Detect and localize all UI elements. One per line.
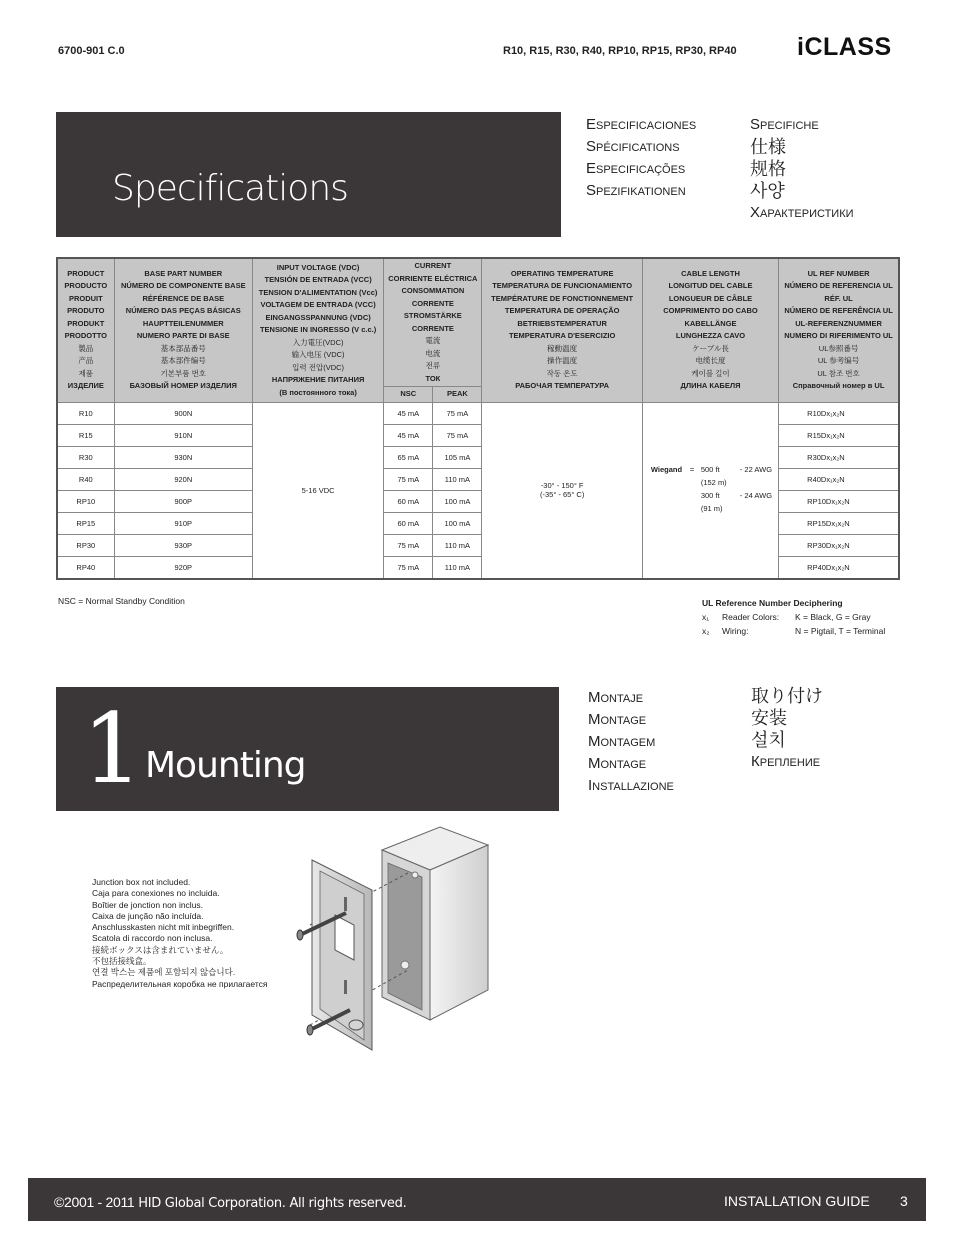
header-nsc: NSC <box>384 387 433 403</box>
header-line: 电流 <box>425 348 441 358</box>
footer-bar <box>28 1178 926 1221</box>
table-cell: R15 <box>57 424 114 446</box>
header-line: CORRENTE <box>411 298 454 308</box>
translation: 安装 <box>751 708 787 728</box>
header-line: (В постоянного тока) <box>279 387 357 397</box>
header-line: РАБОЧАЯ ТЕМПЕРАТУРА <box>515 381 610 391</box>
header-line: PRODUCT <box>67 268 105 278</box>
specifications-title: Specifications <box>112 168 348 209</box>
length-2: 300 ft <box>700 491 720 500</box>
header-line: NÚMERO DE REFERENCIA UL <box>784 281 893 291</box>
mounting-translations-2 <box>751 685 823 773</box>
table-cell: RP10Dx₁x₂N <box>779 490 899 512</box>
header-temperature <box>482 258 642 402</box>
header-line: CONSOMMATION <box>401 286 465 295</box>
header-line: НАПРЯЖЕНИЕ ПИТАНИЯ <box>271 375 365 384</box>
translation: Характеристики <box>750 204 854 221</box>
temp-c: (-35° - 65° C) <box>539 490 585 499</box>
header-line: ТОК <box>425 373 441 383</box>
header-line: 电缆长度 <box>695 356 726 366</box>
header-line: PRODUTO <box>67 306 105 316</box>
specifications-translations-1 <box>586 114 696 202</box>
wiegand-label: Wiegand <box>650 465 683 474</box>
table-cell: RP15Dx₁x₂N <box>779 512 899 534</box>
document-number: 6700-901 C.0 <box>58 45 125 57</box>
temp-f: -30° - 150° F <box>540 481 584 490</box>
table-cell: RP30Dx₁x₂N <box>779 534 899 556</box>
header-line: NÚMERO DE REFERÊNCIA UL <box>784 306 893 316</box>
header-ul-ref <box>779 258 899 402</box>
header-line: VOLTAGEM DE ENTRADA (VCC) <box>260 300 376 309</box>
table-row <box>57 402 899 424</box>
ul-deciphering <box>702 596 885 638</box>
header-line: Справочный номер в UL <box>792 381 885 391</box>
header-base-part <box>114 258 252 402</box>
header-line: TEMPERATURA D'ESERCIZIO <box>508 331 616 341</box>
table-cell: R10 <box>57 402 114 424</box>
table-cell: 105 mA <box>433 446 482 468</box>
x2-value: N = Pigtail, T = Terminal <box>795 626 886 636</box>
table-cell: 45 mA <box>384 424 433 446</box>
guide-label: INSTALLATION GUIDE <box>724 1193 870 1209</box>
translation: Montage <box>588 755 647 772</box>
mounting-banner <box>56 687 559 811</box>
translation: Крепление <box>751 753 821 770</box>
header-line: 产品 <box>78 356 94 366</box>
gauge-1: - 22 AWG <box>739 465 773 474</box>
table-cell: 900N <box>114 402 252 424</box>
table-cell: 75 mA <box>433 402 482 424</box>
translation: 설치 <box>751 730 786 750</box>
translation: 사양 <box>750 181 785 201</box>
table-cell: 910P <box>114 512 252 534</box>
header-line: CORRENTE <box>411 323 454 333</box>
header-line: NÚMERO DAS PEÇAS BÁSICAS <box>125 306 241 316</box>
header-line: 기본부품 번호 <box>160 368 207 378</box>
translation: Spezifikationen <box>586 182 686 199</box>
step-number: 1 <box>82 693 144 805</box>
header-line: TEMPÉRATURE DE FONCTIONNEMENT <box>491 293 634 303</box>
translation: 规格 <box>750 159 786 179</box>
table-cell: 110 mA <box>433 556 482 579</box>
temperature-cell <box>482 402 642 579</box>
header-line: LONGITUD DEL CABLE <box>668 281 753 291</box>
header-line: 基本部品番号 <box>160 343 206 353</box>
note-line: 不包括接线盒。 <box>92 956 152 967</box>
header-line: 基本部件编号 <box>160 356 206 366</box>
translation: Montagem <box>588 733 656 750</box>
header-line: TEMPERATURA DE FUNCIONAMIENTO <box>492 281 633 291</box>
table-cell: RP40Dx₁x₂N <box>779 556 899 579</box>
header-line: PRODOTTO <box>64 331 107 341</box>
header-line: RÉF. UL <box>824 293 853 303</box>
header-line: CURRENT <box>414 261 452 270</box>
header-cable-length <box>642 258 778 402</box>
header-line: 稼動温度 <box>547 343 578 353</box>
header-product <box>57 258 114 402</box>
header-line: TENSIÓN DE ENTRADA (VCC) <box>264 275 372 284</box>
header-peak: PEAK <box>433 387 482 403</box>
table-cell: RP40 <box>57 556 114 579</box>
header-current <box>384 258 482 387</box>
table-cell: 900P <box>114 490 252 512</box>
model-list: R10, R15, R30, R40, RP10, RP15, RP30, RP40 <box>503 45 737 57</box>
copyright-year: ©2001 - 2011 <box>54 1194 135 1210</box>
header-line: BASE PART NUMBER <box>144 268 223 278</box>
header-line: NUMERO PARTE DI BASE <box>136 331 230 341</box>
header-line: RÉFÉRENCE DE BASE <box>142 293 225 303</box>
cable-length-cell <box>642 402 778 579</box>
gauge-2: - 24 AWG <box>739 491 773 500</box>
header-line: 케이블 길이 <box>691 368 730 378</box>
note-line: 연결 박스는 제품에 포함되지 않습니다. <box>92 967 236 978</box>
header-line: 输入电压 (VDC) <box>291 350 345 359</box>
note-line: Anschlusskasten nicht mit inbegriffen. <box>92 922 235 933</box>
table-cell: 60 mA <box>384 490 433 512</box>
specifications-translations-2 <box>750 114 854 224</box>
translation: 仕様 <box>750 137 786 157</box>
table-cell: 65 mA <box>384 446 433 468</box>
translation: Montaje <box>588 689 644 706</box>
header-voltage <box>252 258 383 402</box>
header-line: ИЗДЕЛИЕ <box>67 381 104 391</box>
junction-box-note <box>92 877 268 990</box>
x2-label: Wiring: <box>722 626 749 636</box>
header-line: 電流 <box>425 336 441 345</box>
header-line: ケーブル長 <box>692 343 729 353</box>
header-line: NÚMERO DE COMPONENTE BASE <box>120 281 246 291</box>
header-line: UL 참조 번호 <box>817 368 860 378</box>
translation: Spécifications <box>586 138 680 155</box>
table-cell: 75 mA <box>384 468 433 490</box>
table-cell: 920P <box>114 556 252 579</box>
iclass-logo: iCLASS <box>797 33 892 61</box>
table-cell: 910N <box>114 424 252 446</box>
table-cell: R30Dx₁x₂N <box>779 446 899 468</box>
table-cell: 100 mA <box>433 512 482 534</box>
table-cell: RP30 <box>57 534 114 556</box>
table-cell: 110 mA <box>433 468 482 490</box>
header-line: 입력 전압(VDC) <box>292 362 345 372</box>
header-line: UL 参考编号 <box>817 356 860 366</box>
junction-box <box>382 827 488 1020</box>
note-line: 接続ボックスは含まれていません。 <box>92 944 229 955</box>
equals: = <box>689 465 695 474</box>
note-line: Caja para conexiones no incluida. <box>92 888 220 899</box>
mounting-illustration <box>290 815 540 1055</box>
note-line: Caixa de junção não incluída. <box>92 910 204 921</box>
header-line: EINGANGSSPANNUNG (VDC) <box>265 312 371 322</box>
header-line: PRODUCTO <box>64 281 108 291</box>
header-line: UL REF NUMBER <box>807 268 870 278</box>
note-line: Boîtier de jonction non inclus. <box>92 899 204 910</box>
voltage-cell: 5-16 VDC <box>252 402 383 579</box>
x2-symbol: x₂ <box>702 626 710 636</box>
note-line: Scatola di raccordo non inclusa. <box>92 933 213 944</box>
length-1-metric: (152 m) <box>700 478 727 487</box>
header-line: CABLE LENGTH <box>681 268 740 278</box>
table-cell: 110 mA <box>433 534 482 556</box>
header-line: PRODUKT <box>67 318 105 328</box>
table-cell: RP15 <box>57 512 114 534</box>
page-number: 3 <box>900 1193 908 1209</box>
nsc-note: NSC = Normal Standby Condition <box>58 596 185 606</box>
translation: Installazione <box>588 777 674 794</box>
length-1: 500 ft <box>700 465 720 474</box>
header-line: LONGUEUR DE CÂBLE <box>668 293 753 303</box>
header-line: UL参照番号 <box>818 343 859 353</box>
translation: Montage <box>588 711 647 728</box>
table-cell: 75 mA <box>384 556 433 579</box>
header-line: БАЗОВЫЙ НОМЕР ИЗДЕЛИЯ <box>129 381 237 391</box>
header-line: 제품 <box>78 368 94 378</box>
x1-value: K = Black, G = Gray <box>795 612 871 622</box>
header-line: PRODUIT <box>68 293 103 303</box>
header-line: UL-REFERENZNUMMER <box>795 318 882 328</box>
header-line: TENSIONE IN INGRESSO (V c.c.) <box>259 325 377 334</box>
copyright-text: HID Global Corporation. All rights reserved. <box>134 1196 407 1211</box>
header-line: BETRIEBSTEMPERATUR <box>517 318 607 328</box>
table-cell: R40Dx₁x₂N <box>779 468 899 490</box>
ul-deciphering-title: UL Reference Number Deciphering <box>702 598 843 608</box>
header-line: CORRIENTE ELÉCTRICA <box>388 273 478 283</box>
header-line: 操作温度 <box>547 356 578 366</box>
translation: 取り付け <box>751 686 823 706</box>
note-line: Распределительная коробка не прилагается <box>92 978 268 989</box>
mounting-title: Mounting <box>145 745 306 786</box>
header-line: COMPRIMENTO DO CABO <box>663 306 758 316</box>
table-cell: RP10 <box>57 490 114 512</box>
table-cell: 60 mA <box>384 512 433 534</box>
note-line: Junction box not included. <box>92 877 191 887</box>
header-line: STROMSTÄRKE <box>403 311 462 320</box>
mounting-plate <box>312 860 372 1050</box>
length-2-metric: (91 m) <box>700 504 723 513</box>
translation: Especificações <box>586 160 686 177</box>
table-cell: 75 mA <box>384 534 433 556</box>
header-line: ДЛИНА КАБЕЛЯ <box>680 381 741 391</box>
header-line: 전류 <box>425 361 441 370</box>
header-line: LUNGHEZZA CAVO <box>675 331 746 341</box>
header-line: TEMPERATURA DE OPERAÇÃO <box>504 306 620 316</box>
mounting-translations-1 <box>588 687 674 797</box>
copyright <box>54 1194 406 1211</box>
table-cell: 930N <box>114 446 252 468</box>
translation: Specifiche <box>750 116 819 133</box>
header-line: KABELLÄNGE <box>684 318 737 328</box>
table-cell: 920N <box>114 468 252 490</box>
header-line: 작동 온도 <box>546 368 578 378</box>
specifications-banner <box>56 112 561 237</box>
x1-symbol: x₁ <box>702 612 710 622</box>
table-cell: 75 mA <box>433 424 482 446</box>
header-line: HAUPTTEILENUMMER <box>142 318 224 328</box>
translation: Especificaciones <box>586 116 697 133</box>
table-cell: 100 mA <box>433 490 482 512</box>
table-cell: R15Dx₁x₂N <box>779 424 899 446</box>
header-line: NUMERO DI RIFERIMENTO UL <box>784 331 893 341</box>
header-line: OPERATING TEMPERATURE <box>510 268 614 278</box>
table-cell: 45 mA <box>384 402 433 424</box>
table-cell: R30 <box>57 446 114 468</box>
header-line: TENSION D'ALIMENTATION (Vcc) <box>258 287 378 297</box>
header-line: 製品 <box>78 343 94 353</box>
table-cell: 930P <box>114 534 252 556</box>
specifications-table <box>56 257 900 580</box>
x1-label: Reader Colors: <box>722 612 780 622</box>
table-cell: R40 <box>57 468 114 490</box>
header-line: INPUT VOLTAGE (VDC) <box>276 262 360 272</box>
table-cell: R10Dx₁x₂N <box>779 402 899 424</box>
header-line: 入力電圧(VDC) <box>292 337 344 347</box>
